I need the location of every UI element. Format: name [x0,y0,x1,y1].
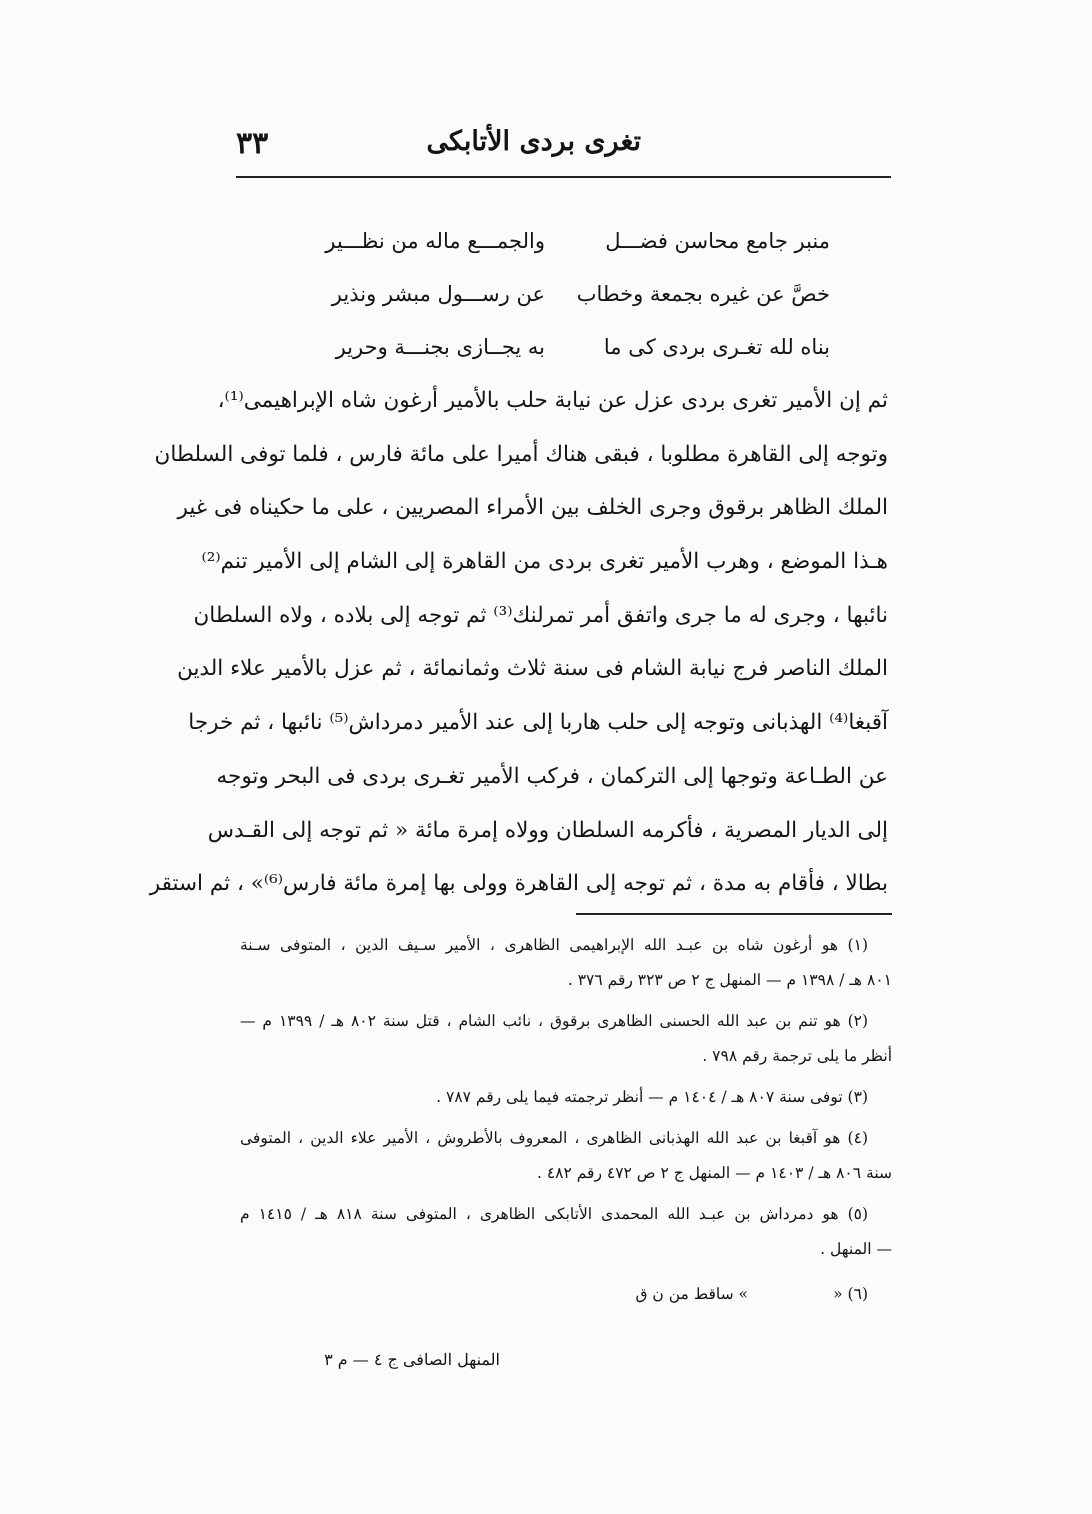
running-title: تغرى بردى الأتابكى [426,126,641,157]
footnote-6-text: » ساقط من ن ق [635,1285,748,1303]
verse-first-hemistich: بناه لله تغـرى بردى كى ما [603,334,830,359]
page-header [236,120,891,172]
verse-second-hemistich: به يجــازى بجنـــة وحرير [335,334,545,359]
footnote-6-number: (٦) « [833,1285,868,1303]
body-line: نائبها ، وجرى له ما جرى واتفق أمر تمرلنك⁽³⁾ ثم توجه إلى بلاده ، ولاه السلطان [193,602,888,628]
poem-verse [290,320,830,373]
verse-first-hemistich: خصَّ عن غيره بجمعة وخطاب [576,281,830,306]
body-line: إلى الديار المصرية ، فأكرمه السلطان وولاه إمرة مائة « ثم توجه إلى القـدس [207,817,888,843]
footnotes [240,928,892,1312]
verse-second-hemistich: والجمـــع ماله من نظـــير [325,228,545,253]
body-paragraph [149,374,888,911]
poem-verses [290,214,830,373]
body-line: ثم إن الأمير تغرى بردى عزل عن نيابة حلب بالأمير أرغون شاه الإبراهيمى⁽¹⁾، [217,388,888,413]
footnote-1-line: (١) هو أرغون شاه بن عبـد الله الإبراهيمى الظاهرى ، الأمير سـيف الدين ، المتوفى سـنة [240,936,868,954]
header-rule [236,176,891,178]
body-line: الملك الناصر فرج نيابة الشام فى سنة ثلاث وثمانمائة ، ثم عزل بالأمير علاء الدين [177,656,888,682]
footnote-4-line: سنة ٨٠٦ هـ / ١٤٠٣ م — المنهل ج ٢ ص ٤٧٢ رقم ٤٨٢ . [536,1164,892,1182]
body-line: الملك الظاهر برقوق وجرى الخلف بين الأمراء المصريين ، على ما حكيناه فى غير [177,495,888,521]
poem-verse [290,267,830,320]
footnote-6 [240,1277,892,1312]
verse-second-hemistich: عن رســـول مبشر ونذير [331,281,545,306]
body-line: بطالا ، فأقام به مدة ، ثم توجه إلى القاهرة وولى بها إمرة مائة فارس⁽⁶⁾» ، ثم استقر [149,871,888,897]
verse-first-hemistich: منبر جامع محاسن فضـــل [605,228,830,253]
body-line: هـذا الموضع ، وهرب الأمير تغرى بردى من القاهرة إلى الشام إلى الأمير تنم⁽²⁾ [201,549,888,575]
footnote-5-line: — المنهل . [820,1240,892,1258]
footnote-1-line: ٨٠١ هـ / ١٣٩٨ م — المنهل ج ٢ ص ٣٢٣ رقم ٣٧٦ . [567,971,892,989]
signature-mark: المنهل الصافى ج ٤ — م ٣ [324,1350,500,1369]
footnote-2-line: أنظر ما يلى ترجمة رقم ٧٩٨ . [702,1047,892,1065]
body-line: عن الطـاعة وتوجها إلى التركمان ، فركب الأمير تغـرى بردى فى البحر وتوجه [216,763,888,789]
poem-verse [290,214,830,267]
footnote-4-line: (٤) هو آقبغا بن عبد الله الهذبانى الظاهرى ، المعروف بالأطروش ، الأمير علاء الدين ، المتوفى [240,1129,868,1147]
body-line: وتوجه إلى القاهرة مطلوبا ، فبقى هناك أميرا على مائة فارس ، فلما توفى السلطان [154,441,888,467]
footnote-rule [576,913,892,915]
body-line: آقبغا⁽⁴⁾ الهذبانى وتوجه إلى حلب هاربا إلى عند الأمير دمرداش⁽⁵⁾ نائبها ، ثم خرجا [188,710,888,736]
footnote-5-line: (٥) هو دمرداش بن عبـد الله المحمدى الأتابكى الظاهرى ، المتوفى سنة ٨١٨ هـ / ١٤١٥ م [240,1205,869,1223]
page-number: ٣٣ [236,126,269,161]
footnote-2-line: (٢) هو تنم بن عبد الله الحسنى الظاهرى برقوق ، نائب الشام ، قتل سنة ٨٠٢ هـ / ١٣٩٩ م — [240,1012,869,1030]
footnote-3-line: (٣) توفى سنة ٨٠٧ هـ / ١٤٠٤ م — أنظر ترجمته فيما يلى رقم ٧٨٧ . [436,1088,868,1106]
